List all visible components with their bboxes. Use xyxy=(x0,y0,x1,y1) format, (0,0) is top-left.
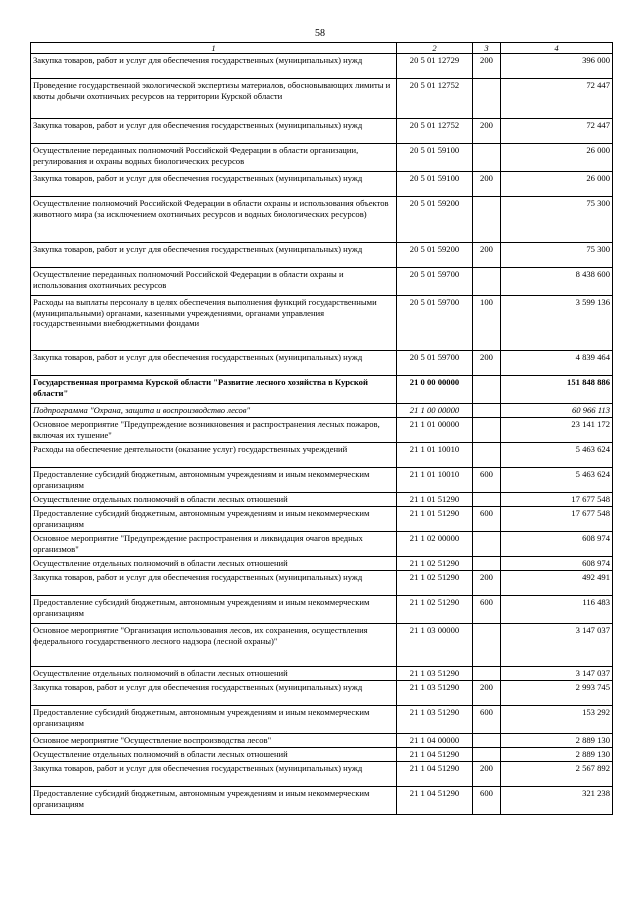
row-vr xyxy=(473,734,501,748)
row-code: 20 5 01 59100 xyxy=(397,172,473,197)
row-name: Подпрограмма "Охрана, защита и воспроизводство лесов" xyxy=(31,404,397,418)
row-vr: 600 xyxy=(473,787,501,815)
row-vr xyxy=(473,376,501,404)
row-name: Предоставление субсидий бюджетным, автономным учреждениям и иным некоммерческим организациям xyxy=(31,787,397,815)
row-code: 20 5 01 59700 xyxy=(397,296,473,351)
row-amount: 72 447 xyxy=(501,119,613,144)
row-name: Основное мероприятие "Осуществление воспроизводства лесов" xyxy=(31,734,397,748)
table-row xyxy=(31,376,613,404)
row-name: Осуществление переданных полномочий Российской Федерации в области охраны и использования охотничьих ресурсов xyxy=(31,268,397,296)
row-amount: 17 677 548 xyxy=(501,493,613,507)
row-name: Проведение государственной экологической экспертизы материалов, обосновывающих лимиты и квоты добычи охотничьих ресурсов на территории Курской области xyxy=(31,79,397,119)
row-amount: 608 974 xyxy=(501,532,613,557)
row-code: 20 5 01 59100 xyxy=(397,144,473,172)
row-amount: 4 839 464 xyxy=(501,351,613,376)
row-vr: 600 xyxy=(473,706,501,734)
row-vr: 200 xyxy=(473,571,501,596)
table-row xyxy=(31,493,613,507)
row-amount: 608 974 xyxy=(501,557,613,571)
row-name: Основное мероприятие "Предупреждение возникновения и распространения лесных пожаров, включая их тушение" xyxy=(31,418,397,443)
row-code: 21 1 02 51290 xyxy=(397,571,473,596)
row-vr xyxy=(473,404,501,418)
table-row xyxy=(31,468,613,493)
row-name: Осуществление отдельных полномочий в области лесных отношений xyxy=(31,557,397,571)
row-vr xyxy=(473,144,501,172)
table-row xyxy=(31,748,613,762)
row-code: 20 5 01 59200 xyxy=(397,243,473,268)
row-code: 21 1 00 00000 xyxy=(397,404,473,418)
row-vr xyxy=(473,557,501,571)
table-row xyxy=(31,243,613,268)
row-vr: 200 xyxy=(473,119,501,144)
row-vr xyxy=(473,667,501,681)
row-name: Предоставление субсидий бюджетным, автономным учреждениям и иным некоммерческим организациям xyxy=(31,706,397,734)
row-code: 21 1 02 00000 xyxy=(397,532,473,557)
row-amount: 151 848 886 xyxy=(501,376,613,404)
table-row xyxy=(31,787,613,815)
row-code: 21 1 01 51290 xyxy=(397,493,473,507)
row-name: Осуществление отдельных полномочий в области лесных отношений xyxy=(31,667,397,681)
row-vr xyxy=(473,443,501,468)
header-col-4: 4 xyxy=(501,43,613,54)
row-amount: 153 292 xyxy=(501,706,613,734)
row-code: 20 5 01 12729 xyxy=(397,54,473,79)
row-code: 21 1 03 00000 xyxy=(397,624,473,667)
row-vr xyxy=(473,748,501,762)
row-vr xyxy=(473,197,501,243)
row-vr: 600 xyxy=(473,468,501,493)
row-name: Закупка товаров, работ и услуг для обеспечения государственных (муниципальных) нужд xyxy=(31,571,397,596)
row-code: 20 5 01 59700 xyxy=(397,351,473,376)
row-code: 21 1 04 00000 xyxy=(397,734,473,748)
row-code: 21 1 01 00000 xyxy=(397,418,473,443)
row-vr: 200 xyxy=(473,762,501,787)
row-name: Закупка товаров, работ и услуг для обеспечения государственных (муниципальных) нужд xyxy=(31,351,397,376)
table-row xyxy=(31,443,613,468)
row-name: Осуществление полномочий Российской Федерации в области охраны и использования объектов животного мира (за исключением охотничьих ресурсов и водных биологических ресурсов) xyxy=(31,197,397,243)
table-row xyxy=(31,624,613,667)
row-code: 21 1 03 51290 xyxy=(397,706,473,734)
row-name: Осуществление отдельных полномочий в области лесных отношений xyxy=(31,493,397,507)
row-amount: 26 000 xyxy=(501,144,613,172)
row-vr xyxy=(473,493,501,507)
row-code: 21 1 02 51290 xyxy=(397,596,473,624)
row-name: Закупка товаров, работ и услуг для обеспечения государственных (муниципальных) нужд xyxy=(31,243,397,268)
row-code: 20 5 01 59700 xyxy=(397,268,473,296)
row-amount: 3 147 037 xyxy=(501,667,613,681)
table-row xyxy=(31,532,613,557)
header-col-3: 3 xyxy=(473,43,501,54)
row-code: 21 1 04 51290 xyxy=(397,762,473,787)
table-row xyxy=(31,119,613,144)
row-amount: 5 463 624 xyxy=(501,443,613,468)
row-amount: 321 238 xyxy=(501,787,613,815)
row-vr: 200 xyxy=(473,243,501,268)
row-amount: 26 000 xyxy=(501,172,613,197)
table-row xyxy=(31,172,613,197)
row-vr: 600 xyxy=(473,596,501,624)
row-name: Основное мероприятие "Предупреждение распространения и ликвидация очагов вредных организмов" xyxy=(31,532,397,557)
row-code: 21 1 02 51290 xyxy=(397,557,473,571)
table-row xyxy=(31,144,613,172)
table-row xyxy=(31,79,613,119)
row-code: 21 1 01 10010 xyxy=(397,468,473,493)
row-name: Расходы на обеспечение деятельности (оказание услуг) государственных учреждений xyxy=(31,443,397,468)
row-amount: 2 889 130 xyxy=(501,748,613,762)
table-header-row xyxy=(31,43,613,54)
row-code: 20 5 01 12752 xyxy=(397,119,473,144)
page-number: 58 xyxy=(315,28,325,39)
row-amount: 492 491 xyxy=(501,571,613,596)
row-code: 21 1 01 10010 xyxy=(397,443,473,468)
row-amount: 23 141 172 xyxy=(501,418,613,443)
row-amount: 75 300 xyxy=(501,197,613,243)
row-code: 21 1 01 51290 xyxy=(397,507,473,532)
row-code: 20 5 01 12752 xyxy=(397,79,473,119)
row-name: Предоставление субсидий бюджетным, автономным учреждениям и иным некоммерческим организациям xyxy=(31,468,397,493)
row-name: Предоставление субсидий бюджетным, автономным учреждениям и иным некоммерческим организациям xyxy=(31,596,397,624)
row-amount: 2 889 130 xyxy=(501,734,613,748)
row-name: Основное мероприятие "Организация использования лесов, их сохранения, осуществления федерального государственного лесного надзора (лесной охраны)" xyxy=(31,624,397,667)
row-vr xyxy=(473,532,501,557)
row-vr xyxy=(473,79,501,119)
row-amount: 17 677 548 xyxy=(501,507,613,532)
row-vr: 200 xyxy=(473,172,501,197)
row-amount: 3 147 037 xyxy=(501,624,613,667)
row-code: 21 1 03 51290 xyxy=(397,667,473,681)
row-name: Предоставление субсидий бюджетным, автономным учреждениям и иным некоммерческим организациям xyxy=(31,507,397,532)
row-vr xyxy=(473,624,501,667)
row-amount: 116 483 xyxy=(501,596,613,624)
table-row xyxy=(31,351,613,376)
table-row xyxy=(31,706,613,734)
table-row xyxy=(31,596,613,624)
table-row xyxy=(31,734,613,748)
table-row xyxy=(31,507,613,532)
row-name: Государственная программа Курской области "Развитие лесного хозяйства в Курской области" xyxy=(31,376,397,404)
row-vr xyxy=(473,418,501,443)
row-name: Закупка товаров, работ и услуг для обеспечения государственных (муниципальных) нужд xyxy=(31,119,397,144)
row-amount: 396 000 xyxy=(501,54,613,79)
row-vr: 200 xyxy=(473,54,501,79)
row-name: Закупка товаров, работ и услуг для обеспечения государственных (муниципальных) нужд xyxy=(31,172,397,197)
row-amount: 75 300 xyxy=(501,243,613,268)
budget-table xyxy=(30,42,613,815)
row-name: Осуществление переданных полномочий Российской Федерации в области организации, регулирования и охраны водных биологических ресурсов xyxy=(31,144,397,172)
row-code: 21 0 00 00000 xyxy=(397,376,473,404)
row-amount: 2 567 892 xyxy=(501,762,613,787)
table-row xyxy=(31,681,613,706)
row-name: Расходы на выплаты персоналу в целях обеспечения выполнения функций государственными (муниципальными) органами, казенными учреждениями, органами управления государственными внебюджетными фондами xyxy=(31,296,397,351)
row-amount: 2 993 745 xyxy=(501,681,613,706)
row-name: Закупка товаров, работ и услуг для обеспечения государственных (муниципальных) нужд xyxy=(31,762,397,787)
row-vr xyxy=(473,268,501,296)
row-name: Закупка товаров, работ и услуг для обеспечения государственных (муниципальных) нужд xyxy=(31,681,397,706)
table-row xyxy=(31,197,613,243)
table-row xyxy=(31,418,613,443)
row-vr: 200 xyxy=(473,351,501,376)
table-row xyxy=(31,557,613,571)
row-code: 21 1 04 51290 xyxy=(397,748,473,762)
table-row xyxy=(31,404,613,418)
row-name: Закупка товаров, работ и услуг для обеспечения государственных (муниципальных) нужд xyxy=(31,54,397,79)
row-amount: 60 966 113 xyxy=(501,404,613,418)
row-vr: 100 xyxy=(473,296,501,351)
table-row xyxy=(31,762,613,787)
row-amount: 3 599 136 xyxy=(501,296,613,351)
row-vr: 200 xyxy=(473,681,501,706)
row-amount: 8 438 600 xyxy=(501,268,613,296)
row-code: 20 5 01 59200 xyxy=(397,197,473,243)
row-code: 21 1 03 51290 xyxy=(397,681,473,706)
row-code: 21 1 04 51290 xyxy=(397,787,473,815)
row-amount: 72 447 xyxy=(501,79,613,119)
table-row xyxy=(31,667,613,681)
table-row xyxy=(31,54,613,79)
table-row xyxy=(31,296,613,351)
table-row xyxy=(31,268,613,296)
row-vr: 600 xyxy=(473,507,501,532)
row-amount: 5 463 624 xyxy=(501,468,613,493)
header-col-1: 1 xyxy=(31,43,397,54)
table-row xyxy=(31,571,613,596)
header-col-2: 2 xyxy=(397,43,473,54)
row-name: Осуществление отдельных полномочий в области лесных отношений xyxy=(31,748,397,762)
